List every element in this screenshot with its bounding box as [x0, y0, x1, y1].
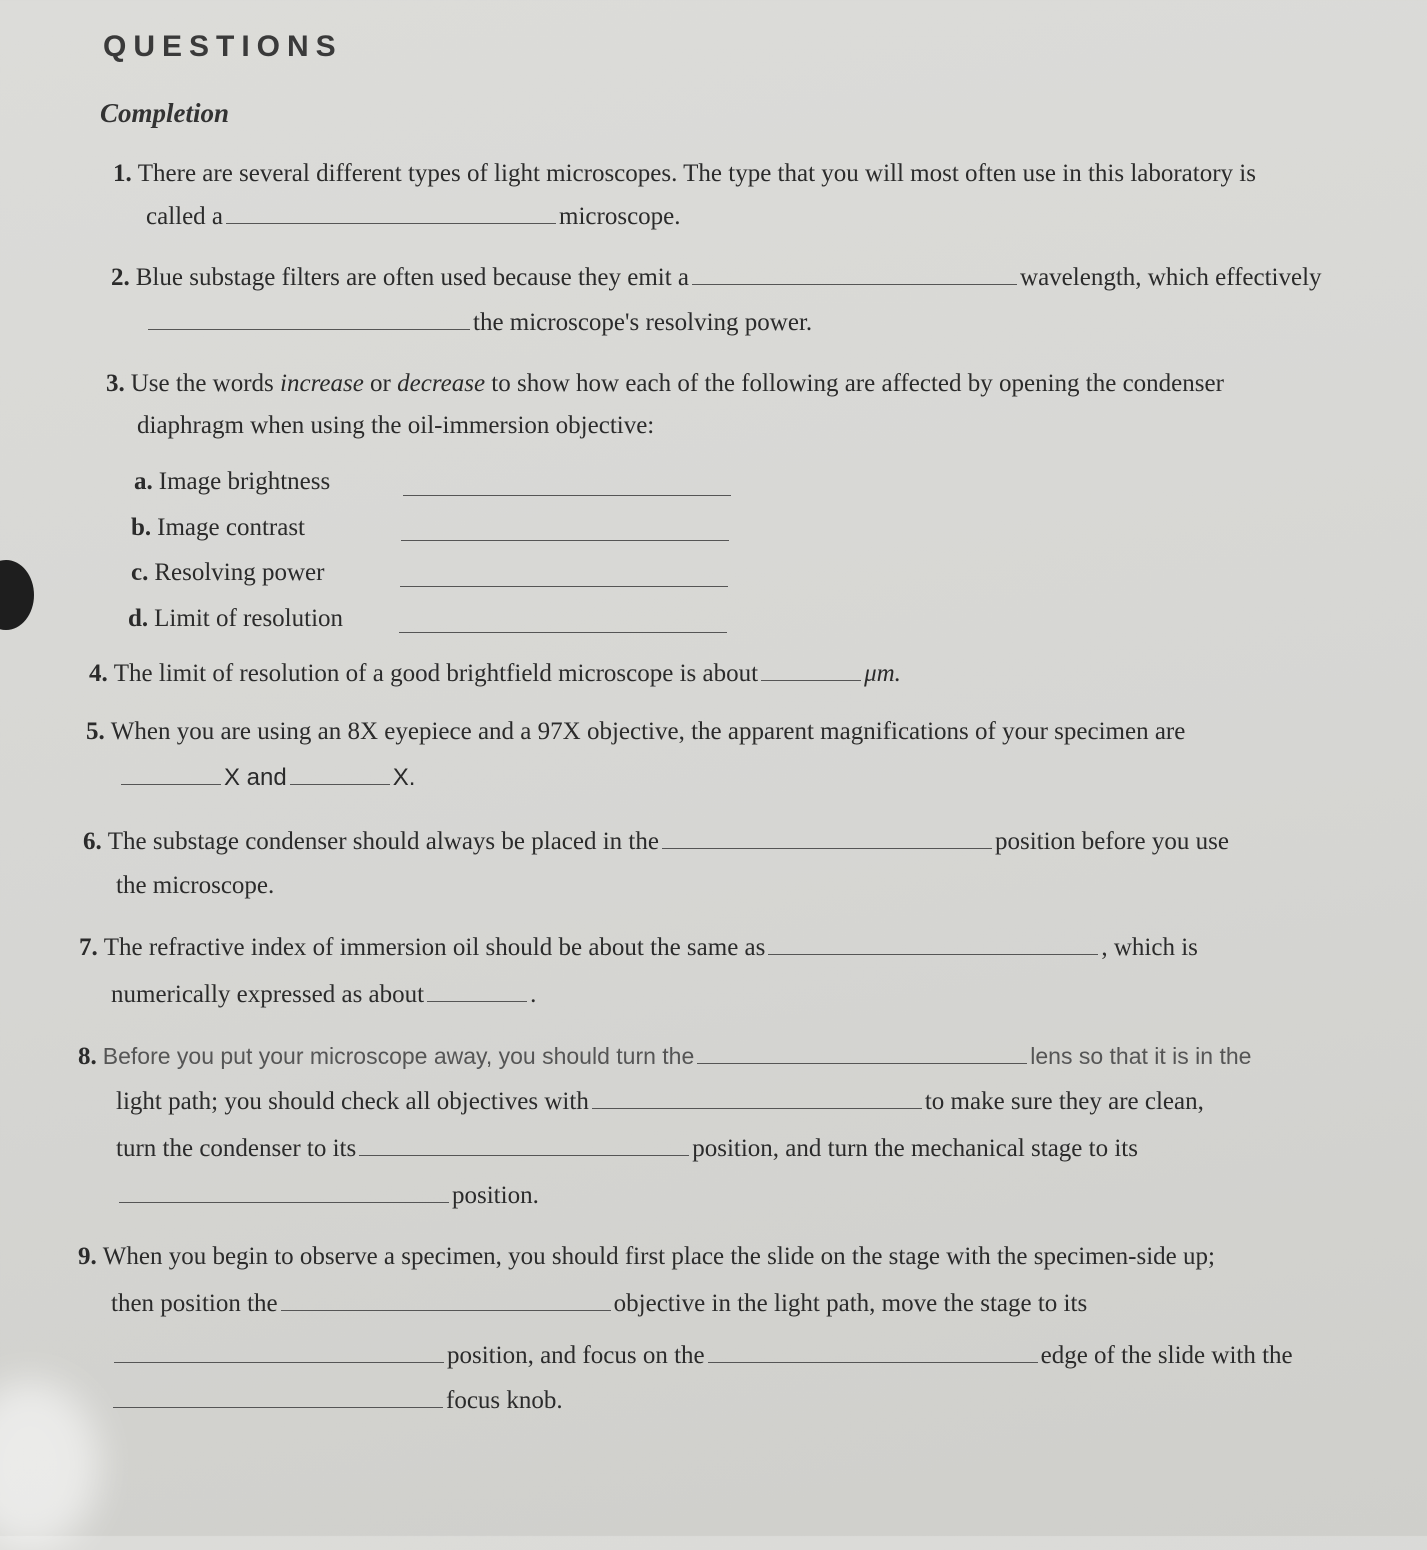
question-2-line-1: 2. Blue substage filters are often used because they emit a wavelength, which effectively [111, 264, 1322, 291]
section-heading: QUESTIONS [103, 30, 343, 63]
question-3-line-1: 3. Use the words increase or decrease to show how each of the following are affected by opening the condenser [106, 370, 1224, 397]
question-5-line-1: 5. When you are using an 8X eyepiece and a 97X objective, the apparent magnifications of your specimen are [86, 718, 1186, 745]
question-9-line-4: focus knob. [110, 1385, 563, 1417]
answer-blank[interactable] [592, 1088, 922, 1109]
question-1-line-2: called a microscope. [146, 203, 681, 230]
answer-blank[interactable] [662, 828, 992, 849]
question-7-line-1: 7. The refractive index of immersion oil should be about the same as , which is [79, 934, 1198, 961]
question-1-line-1: 1. There are several different types of light microscopes. The type that you will most often use in this laboratory is [113, 160, 1256, 187]
question-7-line-2: numerically expressed as about . [111, 981, 537, 1008]
question-9-line-1: 9. When you begin to observe a specimen, you should first place the slide on the stage with the specimen-side up; [78, 1243, 1215, 1270]
question-8-line-3: turn the condenser to its position, and turn the mechanical stage to its [116, 1135, 1138, 1162]
answer-blank[interactable] [359, 1135, 689, 1156]
question-3-item-a: a. Image brightness [134, 468, 331, 495]
answer-blank[interactable] [768, 934, 1098, 955]
answer-blank[interactable] [708, 1342, 1038, 1363]
answer-blank-a[interactable] [403, 475, 731, 496]
light-glare [0, 1380, 100, 1550]
question-8-line-4: position. [116, 1180, 539, 1212]
question-3-item-b: b. Image contrast [131, 514, 306, 541]
question-3-item-c: c. Resolving power [131, 559, 325, 586]
punch-hole [0, 560, 34, 630]
answer-blank[interactable] [114, 1342, 444, 1363]
answer-blank-d[interactable] [399, 612, 727, 633]
question-2-line-2: the microscope's resolving power. [145, 307, 812, 339]
answer-blank-b[interactable] [401, 520, 729, 541]
question-9-line-3: position, and focus on the edge of the slide with the [111, 1340, 1293, 1372]
answer-blank[interactable] [113, 1387, 443, 1408]
question-3-line-2: diaphragm when using the oil-immersion objective: [137, 412, 655, 439]
answer-blank[interactable] [427, 981, 527, 1002]
answer-blank-c[interactable] [400, 566, 728, 587]
question-6-line-2: the microscope. [116, 872, 275, 899]
question-4: 4. The limit of resolution of a good brightfield microscope is about μm. [89, 660, 901, 687]
answer-blank[interactable] [121, 764, 221, 785]
section-subheading: Completion [100, 98, 230, 128]
answer-blank[interactable] [761, 660, 861, 681]
answer-blank[interactable] [290, 764, 390, 785]
question-5-line-2: X and X. [118, 762, 415, 794]
question-8-line-2: light path; you should check all objectives with to make sure they are clean, [116, 1088, 1204, 1115]
answer-blank[interactable] [119, 1182, 449, 1203]
answer-blank[interactable] [697, 1043, 1027, 1064]
answer-blank[interactable] [692, 264, 1017, 285]
answer-blank[interactable] [148, 309, 470, 330]
answer-blank[interactable] [226, 203, 556, 224]
question-8-line-1: 8. Before you put your microscope away, you should turn the lens so that it is in the [78, 1043, 1252, 1070]
question-6-line-1: 6. The substage condenser should always be placed in the position before you use [83, 828, 1229, 855]
question-3-item-d: d. Limit of resolution [128, 605, 344, 632]
question-9-line-2: then position the objective in the light path, move the stage to its [111, 1290, 1088, 1317]
answer-blank[interactable] [281, 1290, 611, 1311]
